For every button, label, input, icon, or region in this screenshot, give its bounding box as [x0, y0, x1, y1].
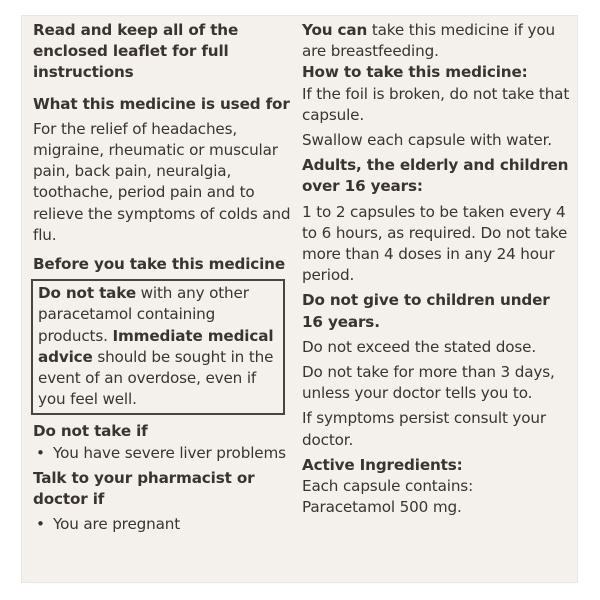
list-item	[33, 443, 291, 464]
warning-medical-advice-bold: Immediate medical advice	[38, 326, 274, 366]
do-not-take-if-heading: Do not take if	[33, 422, 148, 441]
list-item	[33, 514, 291, 535]
breastfeeding-text	[302, 20, 570, 62]
bullet-icon: •	[36, 515, 45, 534]
dosage-text: 1 to 2 capsules to be taken every 4 to 6 hours, as required. Do not take more than 4 doses in any 24 hour period.	[302, 202, 568, 285]
children-heading: Do not give to children under 16 years.	[302, 291, 550, 331]
how-heading: How to take this medicine:	[302, 63, 528, 82]
before-heading: Before you take this medicine	[33, 255, 285, 274]
breastfeeding-rest: take this medicine if you are breastfeeding.	[302, 21, 555, 61]
list-item-text: You are pregnant	[53, 515, 181, 534]
talk-heading: Talk to your pharmacist or doctor if	[33, 468, 255, 509]
persist-text: If symptoms persist consult your doctor.	[302, 409, 546, 449]
talk-list	[33, 514, 291, 535]
warning-do-not-take-bold: Do not take	[38, 284, 136, 303]
uses-text: For the relief of headaches, migraine, rheumatic or muscular pain, back pain, neuralgia, toothache, period pain and to relieve the symptoms of colds and flu.	[33, 119, 291, 244]
ingredients-line-1: Each capsule contains:	[302, 477, 474, 496]
ingredients-line-2: Paracetamol 500 mg.	[302, 498, 462, 517]
breastfeeding-bold: You can	[302, 21, 368, 39]
swallow-text: Swallow each capsule with water.	[302, 131, 552, 150]
uses-heading: What this medicine is used for	[33, 94, 290, 113]
warning-text-2: should be sought in the event of an overdose, even if you feel well.	[38, 347, 274, 409]
leaflet-panel	[22, 16, 577, 582]
left-column	[33, 20, 291, 535]
overdose-warning-box	[31, 279, 285, 415]
exceed-text: Do not exceed the stated dose.	[302, 337, 537, 356]
ingredients-heading: Active Ingredients:	[302, 455, 463, 474]
foil-text: If the foil is broken, do not take that capsule.	[302, 84, 570, 124]
intro-heading: Read and keep all of the enclosed leaflet for full instructions	[33, 21, 239, 82]
do-not-take-if-list	[33, 443, 291, 464]
warning-text-1: with any other paracetamol containing products.	[38, 284, 249, 345]
adults-heading: Adults, the elderly and children over 16 years:	[302, 156, 569, 196]
bullet-icon: •	[36, 443, 45, 462]
right-column	[302, 20, 570, 518]
list-item-text: You have severe liver problems	[53, 443, 286, 462]
days-text: Do not take for more than 3 days, unless your doctor tells you to.	[302, 363, 555, 403]
